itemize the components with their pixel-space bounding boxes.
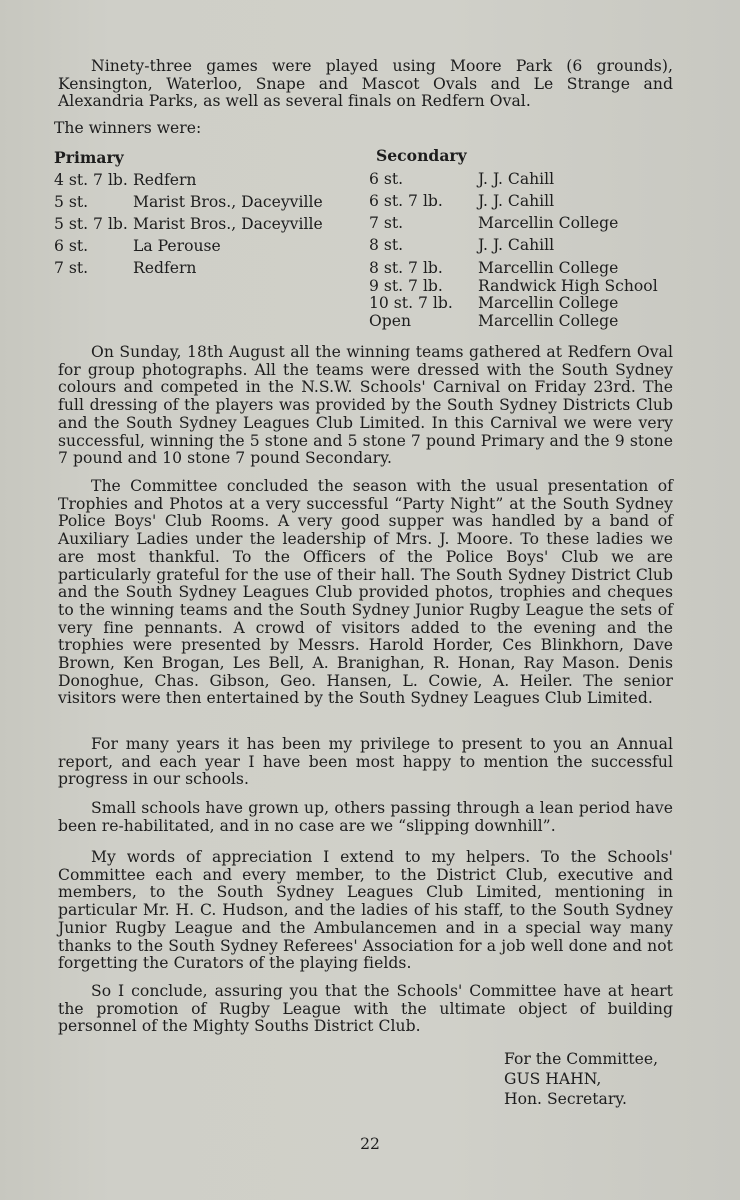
secondary-weight: 10 st. 7 lb. — [369, 294, 453, 312]
primary-weight: 5 st. — [54, 193, 89, 211]
carnival-paragraph: On Sunday, 18th August all the winning teams gathered at Redfern Oval for group photographs. All the teams were dressed with the South Sydney colours and competed in the N.S.W. Schools' Carnival on Friday 23rd. The full dressing of the players was provided by the South Sydney Districts Club and the South Sydney Leagues Club Limited. In this Carnival we were very successful, winning the 5 stone and 5 stone 7 pound Primary and the 9 stone 7 pound and 10 stone 7 pound Secondary. — [58, 343, 673, 468]
primary-weight: 7 st. — [54, 259, 89, 277]
secondary-team: J. J. Cahill — [478, 192, 555, 210]
secondary-weight: 8 st. 7 lb. — [369, 259, 443, 277]
primary-team: La Perouse — [133, 237, 221, 255]
appreciation-paragraph: My words of appreciation I extend to my helpers. To the Schools' Committee each and every member, to the District Club, executive and members, to the South Sydney Leagues Club Limited, mentioning in particular Mr. H. C. Hudson, and the ladies of his staff, to the South Sydney Junior Rugby League and the Ambulancemen and in a special way many thanks to the South Sydney Referees' Association for a job well done and not forgetting the Curators of the playing fields. — [58, 848, 673, 973]
signature-line: For the Committee, — [504, 1050, 659, 1068]
secondary-team: Marcellin College — [478, 259, 619, 277]
primary-team: Marist Bros., Daceyville — [133, 215, 323, 233]
secondary-weight: Open — [369, 312, 412, 330]
secondary-team: Marcellin College — [478, 294, 619, 312]
annual-report-paragraph: For many years it has been my privilege to present to you an Annual report, and each year I have been most happy to mention the successful progress in our schools. — [58, 735, 673, 789]
secondary-weight: 6 st. 7 lb. — [369, 192, 443, 210]
secondary-heading: Secondary — [376, 146, 467, 165]
winners-heading: The winners were: — [54, 119, 202, 137]
conclusion-paragraph: So I conclude, assuring you that the Schools' Committee have at heart the promotion of Rugby League with the ultimate object of building personnel of the Mighty Souths District Club. — [58, 982, 673, 1036]
secondary-team: Marcellin College — [478, 312, 619, 330]
secondary-weight: 8 st. — [369, 236, 404, 254]
primary-team: Marist Bros., Daceyville — [133, 193, 323, 211]
primary-heading: Primary — [54, 148, 124, 167]
secondary-weight: 7 st. — [369, 214, 404, 232]
secondary-team: J. J. Cahill — [478, 170, 555, 188]
committee-paragraph: The Committee concluded the season with the usual presentation of Trophies and Photos at a very successful “Party Night” at the South Sydney Police Boys' Club Rooms. A very good supper was handled by a band of Auxiliary Ladies under the leadership of Mrs. J. Moore. To these ladies we are most thankful. To the Officers of the Police Boys' Club we are particularly grateful for the use of their hall. The South Sydney District Club and the South Sydney Leagues Club provided photos, trophies and cheques to the winning teams and the South Sydney Junior Rugby League the sets of very fine pennants. A crowd of visitors added to the evening and the trophies were presented by Messrs. Harold Horder, Ces Blinkhorn, Dave Brown, Ken Brogan, Les Bell, A. Branighan, R. Honan, Ray Mason. Denis Donoghue, Chas. Gibson, Geo. Hansen, L. Cowie, A. Heiler. The senior visitors were then entertained by the South Sydney Leagues Club Limited. — [58, 477, 673, 708]
secondary-team: Marcellin College — [478, 214, 619, 232]
secondary-weight: 6 st. — [369, 170, 404, 188]
signature-title: Hon. Secretary. — [504, 1090, 627, 1108]
primary-weight: 6 st. — [54, 237, 89, 255]
secondary-team: Randwick High School — [478, 277, 658, 295]
intro-paragraph: Ninety-three games were played using Moore Park (6 grounds), Kensington, Waterloo, Snape and Mascot Ovals and Le Strange and Alexandria Parks, as well as several finals on Redfern Oval. — [58, 57, 673, 111]
page-number: 22 — [360, 1135, 380, 1153]
primary-team: Redfern — [133, 171, 197, 189]
primary-team: Redfern — [133, 259, 197, 277]
signature-name: GUS HAHN, — [504, 1070, 602, 1088]
signature-block — [504, 1049, 658, 1109]
secondary-team: J. J. Cahill — [478, 236, 555, 254]
primary-weight: 5 st. 7 lb. — [54, 215, 128, 233]
primary-weight: 4 st. 7 lb. — [54, 171, 128, 189]
secondary-weight: 9 st. 7 lb. — [369, 277, 443, 295]
small-schools-paragraph: Small schools have grown up, others passing through a lean period have been re-habilitated, and in no case are we “slipping downhill”. — [58, 799, 673, 835]
